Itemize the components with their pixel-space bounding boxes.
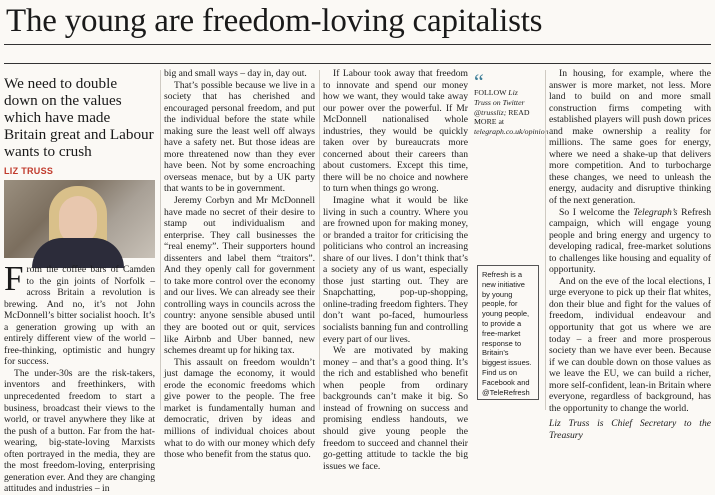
follow-name: Liz Truss [474,88,518,107]
follow-box [474,88,549,137]
standfirst: We need to double down on the values which have made Britain great and Labour wants to crush [4,75,154,160]
col3-paragraph-3: We are motivated by making money – and that’s a good thing. It’s the rich and established who benefit when people from ordinary backgrounds can’t make it big. So instead of frowning on success and promising endless handouts, we should give young people the freedom to succeed and channel their go-getting attitude to tackle the big issues we face. [323,345,468,472]
col3-paragraph-1: If Labour took away that freedom to innovate and spend our money how we want, they would take away our power over the powerful. If Mr McDonnell nationalised whole industries, they would be quickly taken over by bureaucrats more concerned about their careers than about customers. Except this time, there will be no choice and nowhere to turn when things go wrong. [323,68,468,195]
headline-rule-bottom [4,63,711,64]
article-column-3 [323,68,468,472]
website-link[interactable]: telegraph.co.uk/ [474,127,525,137]
headline: The young are freedom-loving capitalists [6,3,543,39]
headline-rule-top [4,44,711,45]
col2-paragraph-2: That’s possible because we live in a society that has cherished and encouraged personal freedom, and put the individual before the state while making sure the least well off always have a safety net. But those ideas are more threatened now than they ever have been. Not by some encroaching overseas menace, but by a UK party that wants to be in government. [164,79,315,195]
col4-paragraph-3: And on the eve of the local elections, I urge everyone to pick up their flat whites, don their blue and fight for the values of freedom, individual endeavour and opportunity that got us where we are today – a freer and more prosperous society than we have ever been. Because if we can double down on those values as we leave the EU, we can build a richer, more self-confident, lean-in Britain where everyone, regardless of background, has the opportunity to change the world. [549,275,711,414]
drop-cap: F [4,259,24,298]
quote-mark-icon: “ [474,69,484,94]
twitter-handle-link[interactable]: @trussliz; [474,107,507,117]
byline: LIZ TRUSS [4,166,54,176]
col3-paragraph-2: Imagine what it would be like living in such a country. Where you are frowned upon for making money, or branded a traitor for criticising the politicians who control an increasing share of our lives. I don’t think that’s a society any of us want, especially those just starting out. They are Snapchatting, pop-up-shopping, online-trading freedom fighters. They don’t want po-faced, humourless socialists banning fun and controlling every part of our lives. [323,195,468,345]
col2-paragraph-1: big and small ways – day in, day out. [164,68,307,79]
follow-label: FOLLOW [474,88,507,97]
article-column-1 [4,259,155,495]
read-more-label: READ MORE at [474,107,530,127]
col4-paragraph-1: In housing, for example, where the answer is more market, not less. More land to build on and more small construction firms competing with established players will push down prices and make ownership a reality for millions. The same goes for energy, where we need a shake-up that delivers more competition. And to turbocharge these changes, we need to unleash the energy, audacity and disruptive thinking of the next generation. [549,68,711,207]
website-section-link[interactable]: opinion [524,127,549,137]
follow-platform: on Twitter [492,97,525,107]
col4-paragraph-2: So I welcome the Telegraph’s Refresh campaign, which will engage young people and bring energy and urgency to developing radical, free-market solutions to challenges like housing and equality of opportunity. [549,206,712,276]
column-divider [545,70,546,410]
refresh-sidebar: Refresh is a new initiative by young people, for young people, to provide a free-market response to Britain’s biggest issues. Find us on Facebook and @TeleRefresh [477,265,539,400]
portrait-photo [4,180,155,258]
column-divider [319,70,320,410]
col1-paragraph-2: The under-30s are the risk-takers, inventors and freethinkers, with unprecedented freedom to start a business, broadcast their views to the world, or travel anywhere they like at the push of a button. Far from the hat-wearing, big-state-loving Marxists often portrayed in the media, they are the most freedom-loving, enterprising generation ever. And they are changing attitudes and industries – in [4,367,155,495]
article-column-2 [164,68,315,461]
col1-paragraph-1: rom the coffee bars of Camden to the gin joints of Norfolk – across Britain a revolution is brewing. And no, it’s not John McDonnell’s bitter socialist hooch. It’s a generation growing up with an entirely different view of the world – free-thinking, optimistic and hungry for success. [4,264,155,368]
col2-paragraph-3: Jeremy Corbyn and Mr McDonnell have made no secret of their desire to stamp out individualism and enterprise. They call businesses the “real enemy”. Their supporters hound dissenters and label them “traitors”. And they openly call for government to take more control over the economy and our lives. We can already see their controlling ways in councils across the country: anyone sensible abused until they are booted out or quit, services like Airbnb and Uber banned, new schemes dreamt up for hiking tax. [164,195,315,357]
article-column-4 [549,68,712,441]
col2-paragraph-4: This assault on freedom wouldn’t just damage the economy, it would erode the economic freedoms which give power to the people. The free market is fundamentally human and democratic, driven by ideas and millions of individual choices about what to do with our money which defy those who benefit from the status quo. [164,356,315,461]
column-divider [160,70,161,410]
author-signoff: Liz Truss is Chief Secretary to the Treasury [549,418,711,441]
